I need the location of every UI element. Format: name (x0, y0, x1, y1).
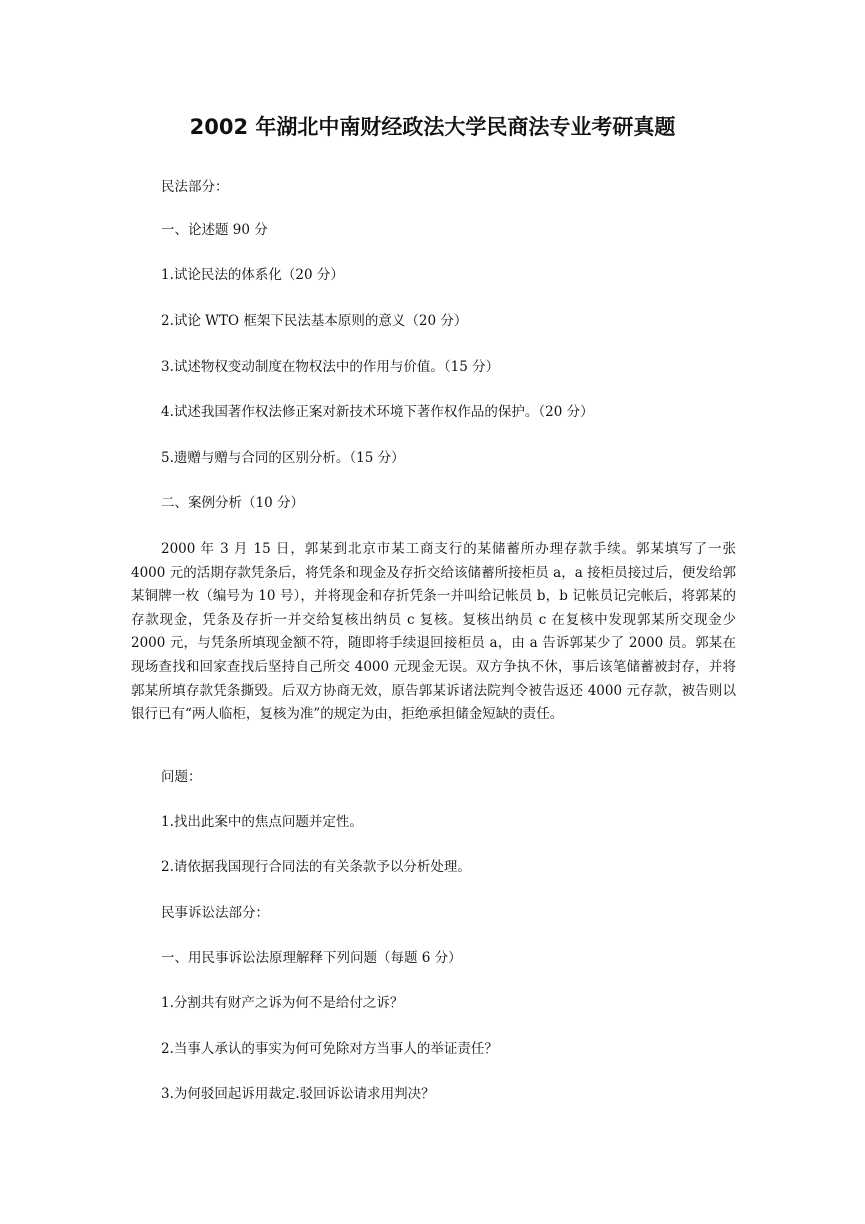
procedure-question-2: 2.当事人承认的事实为何可免除对方当事人的举证责任？ (161, 1041, 498, 1057)
question-4: 4.试述我国著作权法修正案对新技术环境下著作权作品的保护。（20 分） (161, 404, 594, 420)
document-title: 2002 年湖北中南财经政法大学民商法专业考研真题 (189, 115, 676, 139)
essay-questions-heading: 一、论述题 90 分 (161, 222, 268, 238)
procedure-question-3: 3.为何驳回起诉用裁定.驳回诉讼请求用判决？ (161, 1086, 435, 1102)
case-analysis-heading: 二、案例分析（10 分） (161, 495, 304, 511)
questions-label: 问题： (161, 769, 202, 785)
case-paragraph: 2000 年 3 月 15 日，郭某到北京市某工商支行的某储蓄所办理存款手续。郭某填写了一张 4000 元的活期存款凭条后，将凭条和现金及存折交给该储蓄所接柜员 a，a 接柜员接过后，便发给郭某铜牌一枚（编号为 10 号），并将现金和存折凭条一并叫给记帐员 b，b 记帐员记完帐后，将郭某的存款现金，凭条及存折一并交给复核出纳员 c 复核。复核出纳员 c 在复核中发现郭某所交现金少 2000 元，与凭条所填现金额不符，随即将手续退回接柜员 a，由 a 告诉郭某少了 2000 员。郭某在现场查找和回家查找后坚持自己所交 4000 元现金无误。双方争执不休，事后该笔储蓄被封存，并将郭某所填存款凭条撕毁。后双方协商无效，原告郭某诉诸法院判令被告返还 4000 元存款，被告则以银行已有“两人临柜，复核为准”的规定为由，拒绝承担储金短缺的责任。 (131, 541, 736, 723)
procedure-question-1: 1.分割共有财产之诉为何不是给付之诉？ (161, 995, 404, 1011)
question-5: 5.遗赠与赠与合同的区别分析。（15 分） (161, 450, 405, 466)
question-1: 1.试论民法的体系化（20 分） (161, 267, 344, 283)
question-2: 2.试论 WTO 框架下民法基本原则的意义（20 分） (161, 313, 468, 329)
case-question-1: 1.找出此案中的焦点问题并定性。 (161, 814, 363, 830)
section-heading-civil-procedure: 民事诉讼法部分： (161, 905, 269, 921)
case-question-2: 2.请依据我国现行合同法的有关条款予以分析处理。 (161, 859, 471, 875)
question-3: 3.试述物权变动制度在物权法中的作用与价值。（15 分） (161, 359, 500, 375)
procedure-questions-heading: 一、用民事诉讼法原理解释下列问题（每题 6 分） (161, 950, 462, 966)
section-heading-civil-law: 民法部分： (161, 179, 229, 195)
